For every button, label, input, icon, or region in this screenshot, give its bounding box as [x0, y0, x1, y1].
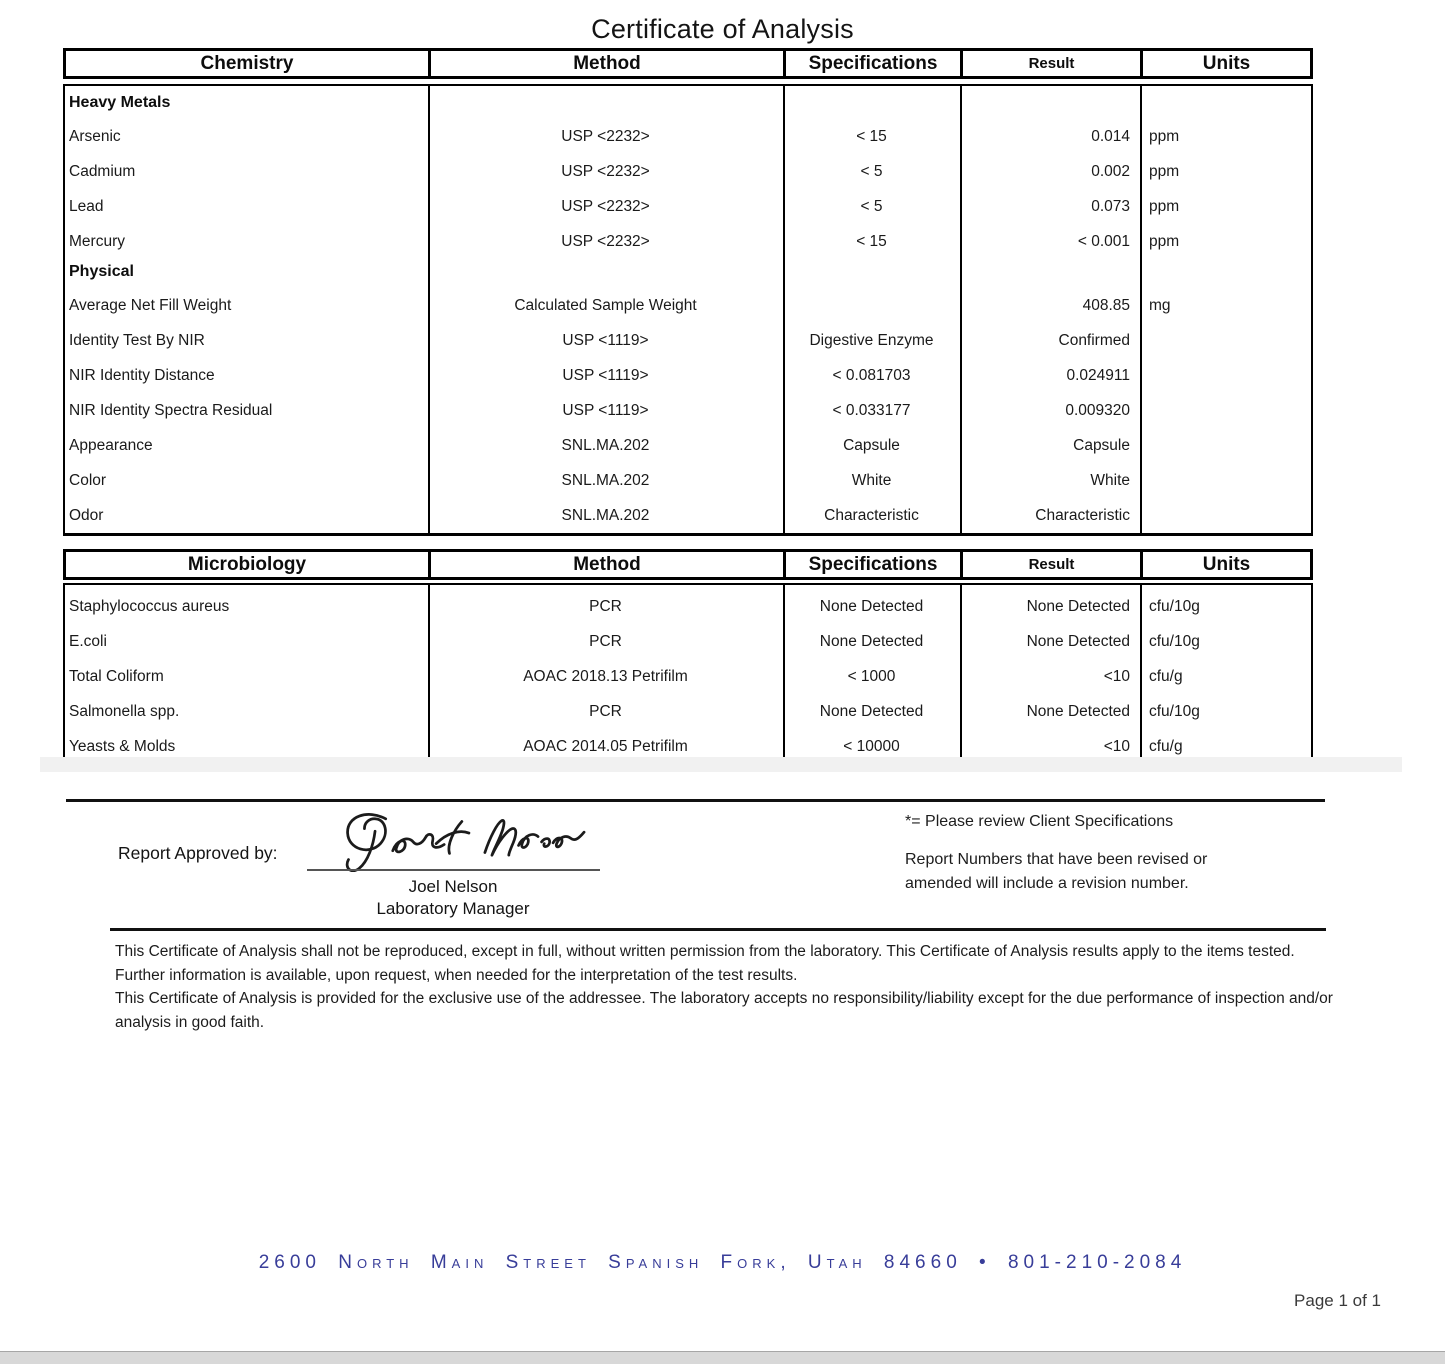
- table-row: [65, 463, 1311, 498]
- cell-specification: None Detected: [819, 632, 924, 650]
- cell-specification: None Detected: [819, 702, 924, 720]
- page-number: Page 1 of 1: [1294, 1291, 1381, 1310]
- column-header-units: Units: [1140, 51, 1310, 76]
- cell-specification: Capsule: [843, 436, 900, 454]
- cell-method: AOAC 2018.13 Petrifilm: [523, 667, 688, 685]
- cell-units: cfu/g: [1149, 737, 1183, 755]
- revision-note: Report Numbers that have been revised or amended will include a revision number.: [905, 851, 1208, 892]
- signer-title: Laboratory Manager: [376, 899, 530, 918]
- cell-analyte: Appearance: [69, 436, 153, 454]
- column-header-specifications: Specifications: [783, 51, 960, 76]
- section-label: Physical: [69, 263, 134, 280]
- cell-result: 0.024911: [1066, 366, 1130, 384]
- chemistry-table-header: [63, 48, 1313, 79]
- chemistry-table-body: [63, 84, 1313, 536]
- signer-name: Joel Nelson: [408, 877, 498, 896]
- cell-analyte: Average Net Fill Weight: [69, 296, 232, 314]
- cell-method: SNL.MA.202: [561, 506, 650, 524]
- table-row: [65, 694, 1311, 729]
- column-divider: [783, 585, 785, 764]
- cell-result: < 0.001: [1077, 232, 1130, 250]
- cell-result: 0.002: [1091, 162, 1130, 180]
- cell-specification: < 0.081703: [832, 366, 911, 384]
- microbiology-table-body: [63, 583, 1313, 767]
- table-row: [65, 358, 1311, 393]
- column-header-result: Result: [960, 552, 1140, 577]
- cell-specification: Digestive Enzyme: [809, 331, 934, 349]
- cell-analyte: Identity Test By NIR: [69, 331, 205, 349]
- page-title: Certificate of Analysis: [591, 14, 854, 44]
- cell-specification: < 0.033177: [832, 401, 911, 419]
- table-row: [65, 659, 1311, 694]
- cell-units: ppm: [1149, 127, 1180, 145]
- cell-specification: < 15: [856, 232, 887, 250]
- column-divider: [428, 585, 430, 764]
- column-header-units: Units: [1140, 552, 1310, 577]
- horizontal-rule-bottom: [110, 928, 1326, 931]
- table-row: [65, 119, 1311, 154]
- cell-analyte: Salmonella spp.: [69, 702, 180, 720]
- cell-method: SNL.MA.202: [561, 436, 650, 454]
- cell-method: PCR: [589, 702, 622, 720]
- cell-specification: < 1000: [847, 667, 896, 685]
- disclaimer-block: [115, 940, 1337, 1034]
- cell-analyte: E.coli: [69, 632, 107, 650]
- table-row: [65, 323, 1311, 358]
- cell-units: ppm: [1149, 197, 1180, 215]
- cell-analyte: Staphylococcus aureus: [69, 597, 230, 615]
- signature-line: [307, 869, 600, 871]
- cell-result: White: [1090, 471, 1130, 489]
- cell-units: cfu/10g: [1149, 702, 1200, 720]
- client-specifications-note: *= Please review Client Specifications: [905, 813, 1174, 830]
- column-header-method: Method: [428, 552, 783, 577]
- column-header-microbiology: Microbiology: [187, 553, 307, 575]
- cell-result: Confirmed: [1058, 331, 1130, 349]
- table-row: [65, 154, 1311, 189]
- bottom-scan-bar: [0, 1351, 1445, 1364]
- table-row: [65, 624, 1311, 659]
- cell-result: None Detected: [1026, 702, 1130, 720]
- table-row: [65, 288, 1311, 323]
- column-header-method: Method: [428, 51, 783, 76]
- column-divider: [783, 86, 785, 533]
- cell-result: Characteristic: [1035, 506, 1130, 524]
- cell-analyte: Cadmium: [69, 162, 136, 180]
- cell-specification: Characteristic: [824, 506, 919, 524]
- report-approved-by-label: Report Approved by:: [118, 843, 278, 863]
- table-row: [65, 393, 1311, 428]
- cell-result: 0.073: [1091, 197, 1130, 215]
- cell-analyte: NIR Identity Spectra Residual: [69, 401, 273, 419]
- cell-analyte: Arsenic: [69, 127, 121, 145]
- table-row: [65, 589, 1311, 624]
- microbiology-table-header: [63, 549, 1313, 580]
- cell-method: PCR: [589, 597, 622, 615]
- column-divider: [960, 86, 962, 533]
- cell-analyte: Odor: [69, 506, 104, 524]
- cell-method: USP <1119>: [562, 366, 649, 384]
- cell-method: USP <1119>: [562, 401, 649, 419]
- cell-analyte: NIR Identity Distance: [69, 366, 215, 384]
- cell-units: cfu/10g: [1149, 632, 1200, 650]
- column-divider: [1140, 585, 1142, 764]
- disclaimer-paragraph-2: This Certificate of Analysis is provided for the exclusive use of the addressee. The laboratory accepts no responsibility/liability except for the due performance of inspection and/or analysis in good faith.: [115, 990, 1333, 1031]
- cell-result: Capsule: [1073, 436, 1130, 454]
- table-row: [65, 498, 1311, 533]
- cell-result: None Detected: [1026, 632, 1130, 650]
- cell-method: USP <2232>: [561, 197, 650, 215]
- cell-method: Calculated Sample Weight: [514, 296, 697, 314]
- cell-units: ppm: [1149, 232, 1180, 250]
- cell-analyte: Color: [69, 471, 107, 489]
- cell-result: <10: [1103, 667, 1130, 685]
- section-label: Heavy Metals: [69, 94, 171, 111]
- cell-units: cfu/10g: [1149, 597, 1200, 615]
- column-divider: [428, 86, 430, 533]
- cell-method: USP <2232>: [561, 232, 650, 250]
- cell-result: 0.009320: [1065, 401, 1130, 419]
- cell-method: USP <2232>: [561, 162, 650, 180]
- cell-specification: White: [851, 471, 892, 489]
- lab-address: 2600 North Main Street Spanish Fork, Utah 84660 • 801-210-2084: [258, 1252, 1187, 1273]
- column-divider: [1140, 86, 1142, 533]
- cell-method: SNL.MA.202: [561, 471, 650, 489]
- cell-result: <10: [1103, 737, 1130, 755]
- cell-specification: < 10000: [843, 737, 900, 755]
- cell-result: 408.85: [1082, 296, 1130, 314]
- table-row: [65, 224, 1311, 259]
- cell-analyte: Total Coliform: [69, 667, 164, 685]
- table-row: [65, 189, 1311, 224]
- cell-result: None Detected: [1026, 597, 1130, 615]
- cell-method: PCR: [589, 632, 622, 650]
- cell-specification: None Detected: [819, 597, 924, 615]
- cell-method: USP <1119>: [562, 331, 649, 349]
- cell-result: 0.014: [1091, 127, 1130, 145]
- cell-analyte: Mercury: [69, 232, 125, 250]
- cell-method: USP <2232>: [561, 127, 650, 145]
- cell-units: mg: [1149, 296, 1171, 314]
- cell-analyte: Yeasts & Molds: [69, 737, 176, 755]
- cell-method: AOAC 2014.05 Petrifilm: [523, 737, 688, 755]
- disclaimer-paragraph-1: This Certificate of Analysis shall not be reproduced, except in full, without written permission from the laboratory. This Certificate of Analysis results apply to the items tested. Further information is available, upon request, when needed for the interpretation of the test results.: [115, 943, 1295, 984]
- cell-units: cfu/g: [1149, 667, 1183, 685]
- column-header-specifications: Specifications: [783, 552, 960, 577]
- cell-specification: < 5: [860, 197, 883, 215]
- cell-units: ppm: [1149, 162, 1180, 180]
- column-header-chemistry: Chemistry: [200, 52, 294, 74]
- column-header-result: Result: [960, 51, 1140, 76]
- column-divider: [960, 585, 962, 764]
- signature-image: [303, 810, 603, 872]
- table-row: [65, 428, 1311, 463]
- cell-specification: < 15: [856, 127, 887, 145]
- cell-analyte: Lead: [69, 197, 104, 215]
- scan-artifact-strip: [40, 757, 1402, 772]
- cell-specification: < 5: [860, 162, 883, 180]
- horizontal-rule-top: [66, 799, 1325, 802]
